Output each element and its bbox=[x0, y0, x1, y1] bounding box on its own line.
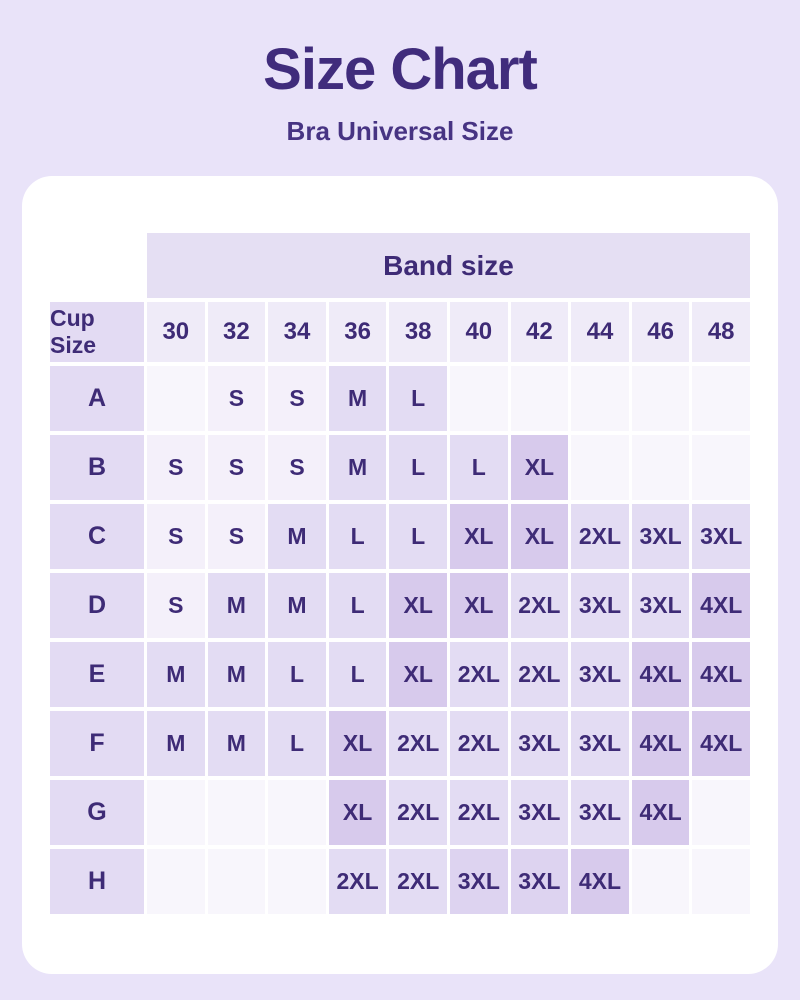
size-cell: L bbox=[329, 573, 387, 638]
band-size-column-header: 34 bbox=[268, 302, 326, 362]
size-cell bbox=[208, 849, 266, 914]
size-cell: M bbox=[208, 573, 266, 638]
size-cell: 4XL bbox=[632, 711, 690, 776]
size-cell bbox=[571, 435, 629, 500]
size-cell: XL bbox=[389, 573, 447, 638]
size-cell: M bbox=[329, 366, 387, 431]
size-cell: XL bbox=[450, 573, 508, 638]
band-size-column-header: 30 bbox=[147, 302, 205, 362]
size-cell: 2XL bbox=[450, 642, 508, 707]
size-cell: 3XL bbox=[571, 573, 629, 638]
size-cell: L bbox=[450, 435, 508, 500]
size-cell bbox=[450, 366, 508, 431]
size-cell: XL bbox=[450, 504, 508, 569]
size-cell: 3XL bbox=[511, 711, 569, 776]
size-cell bbox=[632, 366, 690, 431]
band-size-column-header: 40 bbox=[450, 302, 508, 362]
size-cell: S bbox=[208, 366, 266, 431]
page-title: Size Chart bbox=[263, 37, 537, 102]
size-cell: L bbox=[389, 435, 447, 500]
size-cell: 3XL bbox=[632, 573, 690, 638]
band-size-banner: Band size bbox=[147, 233, 750, 298]
size-cell: 4XL bbox=[692, 573, 750, 638]
band-size-column-header: 46 bbox=[632, 302, 690, 362]
band-size-column-header: 36 bbox=[329, 302, 387, 362]
cup-size-row-header: D bbox=[50, 573, 144, 638]
size-cell: S bbox=[147, 573, 205, 638]
size-cell: XL bbox=[389, 642, 447, 707]
size-cell: XL bbox=[511, 435, 569, 500]
size-cell: 2XL bbox=[571, 504, 629, 569]
size-cell: 3XL bbox=[571, 780, 629, 845]
size-cell: 2XL bbox=[389, 711, 447, 776]
cup-size-row-header: B bbox=[50, 435, 144, 500]
size-cell: 3XL bbox=[511, 780, 569, 845]
size-cell: M bbox=[147, 711, 205, 776]
size-cell bbox=[147, 366, 205, 431]
size-cell: 3XL bbox=[571, 642, 629, 707]
size-cell bbox=[632, 849, 690, 914]
size-cell bbox=[692, 366, 750, 431]
size-cell: L bbox=[389, 366, 447, 431]
size-cell: 2XL bbox=[511, 642, 569, 707]
size-cell: M bbox=[329, 435, 387, 500]
size-cell: S bbox=[208, 435, 266, 500]
size-cell: 4XL bbox=[632, 642, 690, 707]
size-cell: 2XL bbox=[389, 849, 447, 914]
band-size-column-header: 38 bbox=[389, 302, 447, 362]
size-cell: M bbox=[208, 642, 266, 707]
size-cell: L bbox=[389, 504, 447, 569]
size-cell: M bbox=[208, 711, 266, 776]
corner-spacer bbox=[50, 233, 144, 298]
size-cell: L bbox=[329, 642, 387, 707]
size-cell bbox=[268, 849, 326, 914]
size-cell: S bbox=[268, 366, 326, 431]
size-cell: 2XL bbox=[511, 573, 569, 638]
size-cell: 4XL bbox=[571, 849, 629, 914]
size-cell: 3XL bbox=[632, 504, 690, 569]
size-cell bbox=[147, 780, 205, 845]
size-cell: L bbox=[268, 642, 326, 707]
band-size-column-header: 44 bbox=[571, 302, 629, 362]
size-cell bbox=[268, 780, 326, 845]
size-cell: XL bbox=[511, 504, 569, 569]
band-size-column-header: 32 bbox=[208, 302, 266, 362]
size-chart-card bbox=[22, 176, 778, 974]
size-cell bbox=[692, 849, 750, 914]
size-cell: 4XL bbox=[692, 642, 750, 707]
band-size-column-header: 48 bbox=[692, 302, 750, 362]
size-chart-table bbox=[50, 233, 750, 914]
size-cell: L bbox=[329, 504, 387, 569]
size-cell bbox=[571, 366, 629, 431]
size-cell: 3XL bbox=[692, 504, 750, 569]
page-subtitle: Bra Universal Size bbox=[286, 116, 514, 146]
size-cell: 4XL bbox=[632, 780, 690, 845]
size-cell: 2XL bbox=[389, 780, 447, 845]
size-cell: 2XL bbox=[450, 711, 508, 776]
cup-size-row-header: A bbox=[50, 366, 144, 431]
band-size-column-header: 42 bbox=[511, 302, 569, 362]
size-cell bbox=[692, 435, 750, 500]
cup-size-row-header: E bbox=[50, 642, 144, 707]
size-cell: XL bbox=[329, 780, 387, 845]
size-cell bbox=[147, 849, 205, 914]
size-cell: 3XL bbox=[571, 711, 629, 776]
size-cell: L bbox=[268, 711, 326, 776]
cup-size-row-header: C bbox=[50, 504, 144, 569]
size-cell: M bbox=[268, 504, 326, 569]
size-cell: S bbox=[147, 504, 205, 569]
size-cell: 2XL bbox=[450, 780, 508, 845]
size-cell: 4XL bbox=[692, 711, 750, 776]
size-cell: 3XL bbox=[511, 849, 569, 914]
size-cell bbox=[692, 780, 750, 845]
cup-size-header: Cup Size bbox=[50, 302, 144, 362]
size-cell: 2XL bbox=[329, 849, 387, 914]
size-cell bbox=[208, 780, 266, 845]
size-cell: M bbox=[268, 573, 326, 638]
size-cell: 3XL bbox=[450, 849, 508, 914]
size-cell: XL bbox=[329, 711, 387, 776]
size-cell: S bbox=[147, 435, 205, 500]
size-cell: M bbox=[147, 642, 205, 707]
cup-size-row-header: H bbox=[50, 849, 144, 914]
cup-size-row-header: G bbox=[50, 780, 144, 845]
size-cell bbox=[511, 366, 569, 431]
size-cell: S bbox=[268, 435, 326, 500]
size-cell bbox=[632, 435, 690, 500]
size-cell: S bbox=[208, 504, 266, 569]
cup-size-row-header: F bbox=[50, 711, 144, 776]
